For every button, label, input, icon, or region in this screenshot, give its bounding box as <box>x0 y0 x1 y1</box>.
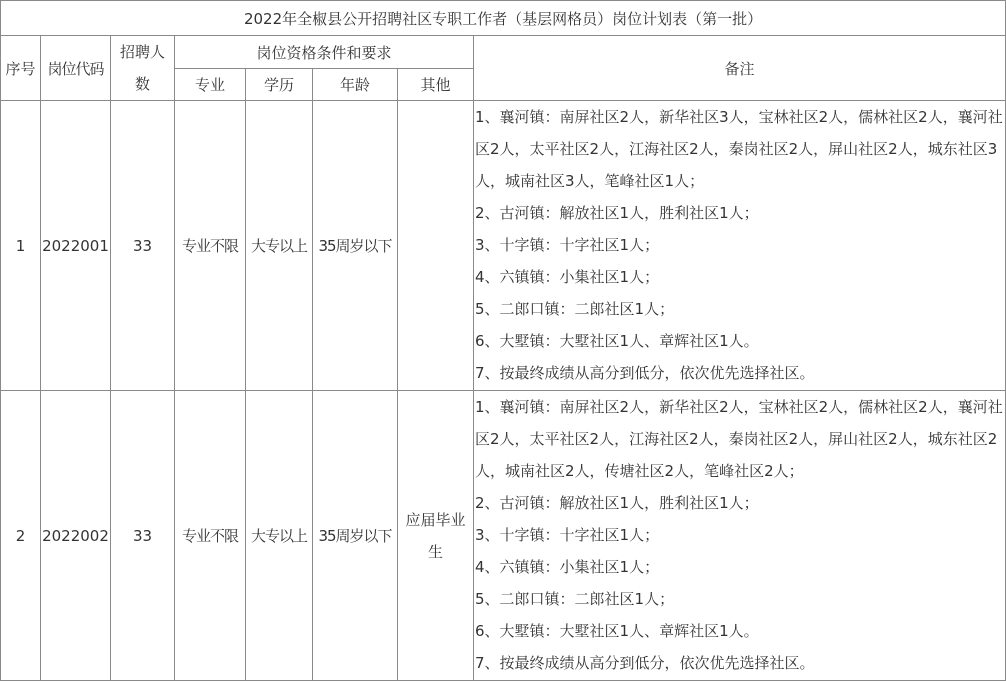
header-seq: 序号 <box>1 36 41 101</box>
note-line: 7、按最终成绩从高分到低分，依次优先选择社区。 <box>475 364 815 382</box>
header-education: 学历 <box>246 69 313 101</box>
header-count: 招聘人数 <box>111 36 175 101</box>
header-other: 其他 <box>398 69 474 101</box>
note-line: 4、六镇镇：小集社区1人； <box>475 268 660 286</box>
cell-education: 大专以上 <box>246 101 313 391</box>
cell-age: 35周岁以下 <box>313 101 398 391</box>
note-line: 6、大墅镇：大墅社区1人、章辉社区1人。 <box>475 332 759 350</box>
note-line: 3、十字镇：十字社区1人； <box>475 236 660 254</box>
header-notes: 备注 <box>474 36 1006 101</box>
cell-other <box>398 101 474 391</box>
note-line: 1、襄河镇：南屏社区2人，新华社区2人，宝林社区2人，儒林社区2人，襄河社区2人，太平社区2人，江海社区2人，秦岗社区2人，屏山社区2人，城东社区2人，城南社区2人，传塘社区2人，笔峰社区2人； <box>475 398 1003 480</box>
cell-count: 33 <box>111 101 175 391</box>
table-row <box>1 391 1006 681</box>
header-age: 年龄 <box>313 69 398 101</box>
note-line: 6、大墅镇：大墅社区1人、章辉社区1人。 <box>475 622 759 640</box>
note-line: 4、六镇镇：小集社区1人； <box>475 558 660 576</box>
cell-education: 大专以上 <box>246 391 313 681</box>
header-major: 专业 <box>175 69 246 101</box>
note-line: 5、二郎口镇：二郎社区1人； <box>475 590 675 608</box>
cell-code: 2022002 <box>41 391 111 681</box>
cell-major: 专业不限 <box>175 101 246 391</box>
note-line: 7、按最终成绩从高分到低分，依次优先选择社区。 <box>475 654 815 672</box>
cell-major: 专业不限 <box>175 391 246 681</box>
cell-count: 33 <box>111 391 175 681</box>
note-line: 3、十字镇：十字社区1人； <box>475 526 660 544</box>
cell-seq: 1 <box>1 101 41 391</box>
note-line: 1、襄河镇：南屏社区2人，新华社区3人，宝林社区2人，儒林社区2人，襄河社区2人，太平社区2人，江海社区2人，秦岗社区2人，屏山社区2人，城东社区3人，城南社区3人，笔峰社区1人； <box>475 108 1003 190</box>
cell-seq: 2 <box>1 391 41 681</box>
note-line: 5、二郎口镇：二郎社区1人； <box>475 300 675 318</box>
cell-code: 2022001 <box>41 101 111 391</box>
cell-notes <box>474 391 1006 681</box>
header-code: 岗位代码 <box>41 36 111 101</box>
note-line: 2、古河镇：解放社区1人，胜利社区1人； <box>475 204 759 222</box>
cell-notes <box>474 101 1006 391</box>
note-line: 2、古河镇：解放社区1人，胜利社区1人； <box>475 494 759 512</box>
table-title: 2022年全椒县公开招聘社区专职工作者（基层网格员）岗位计划表（第一批） <box>1 1 1006 36</box>
cell-other: 应届毕业生 <box>398 391 474 681</box>
table-row <box>1 101 1006 391</box>
header-qualifications: 岗位资格条件和要求 <box>175 36 474 69</box>
cell-age: 35周岁以下 <box>313 391 398 681</box>
